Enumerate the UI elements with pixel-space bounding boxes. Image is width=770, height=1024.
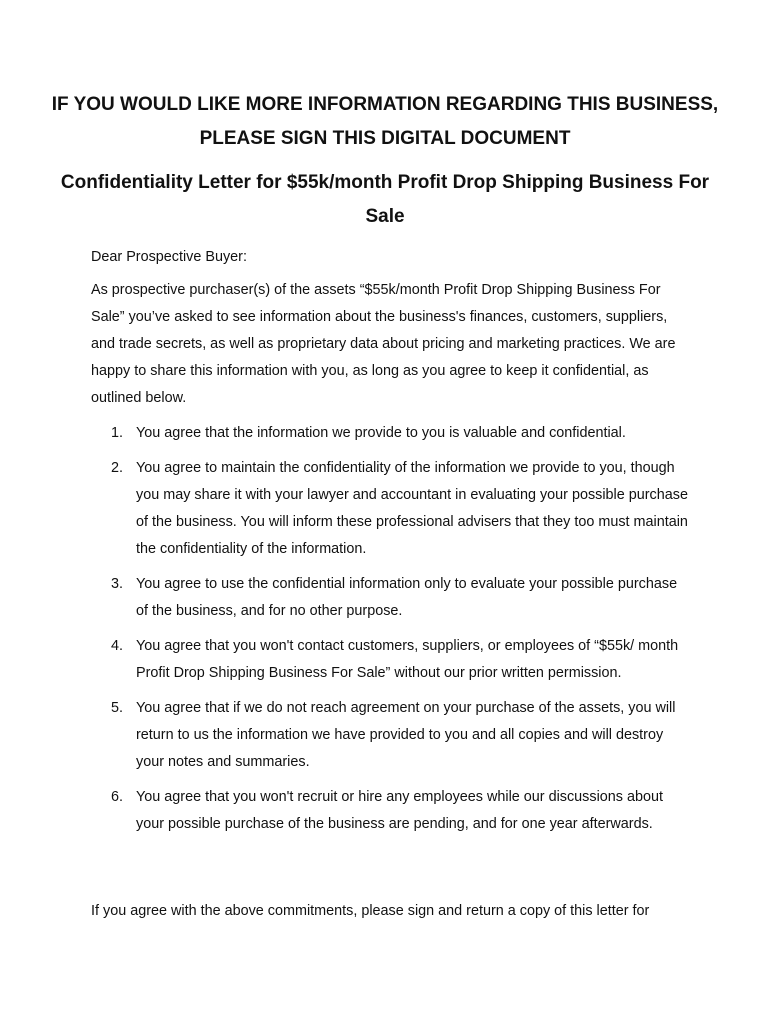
term-number: 2. (111, 460, 124, 476)
intro-paragraph: As prospective purchaser(s) of the assets “$55k/month Profit Drop Shipping Business For Sale” you’ve asked to see information about the business's finances, customers, suppliers, and trade secrets, as well as proprietary data about pricing and marketing practices. We are happy to share this information with you, as long as you agree to keep it confidential, as outlined below. (91, 282, 676, 406)
term-item (91, 455, 691, 563)
term-text: You agree that you won't recruit or hire any employees while our discussions about your possible purchase of the business are pending, and for one year afterwards. (136, 789, 663, 832)
info-request-banner: IF YOU WOULD LIKE MORE INFORMATION REGARDING THIS BUSINESS, PLEASE SIGN THIS DIGITAL DOCUMENT (51, 94, 719, 149)
term-text: You agree that the information we provide to you is valuable and confidential. (136, 425, 626, 441)
term-text: You agree to use the confidential information only to evaluate your possible purchase of the business, and for no other purpose. (136, 576, 678, 619)
term-item (91, 420, 691, 447)
term-number: 1. (111, 425, 124, 441)
salutation: Dear Prospective Buyer: (91, 249, 247, 265)
term-number: 5. (111, 700, 124, 716)
document-title: Confidentiality Letter for $55k/month Profit Drop Shipping Business For Sale (60, 172, 710, 227)
term-text: You agree that you won't contact customers, suppliers, or employees of “$55k/ month Profit Drop Shipping Business For Sale” without our prior written permission. (136, 638, 679, 681)
closing-paragraph: If you agree with the above commitments, please sign and return a copy of this letter for (91, 903, 650, 919)
term-number: 3. (111, 576, 124, 592)
term-item (91, 633, 691, 687)
term-item (91, 571, 691, 625)
term-number: 4. (111, 638, 124, 654)
term-number: 6. (111, 789, 124, 805)
term-item (91, 784, 691, 838)
term-text: You agree to maintain the confidentiality of the information we provide to you, though you may share it with your lawyer and accountant in evaluating your possible purchase of the business. You will inform these professional advisers that they too must maintain the confidentiality of the information. (136, 460, 688, 557)
term-item (91, 695, 691, 776)
term-text: You agree that if we do not reach agreement on your purchase of the assets, you will return to us the information we have provided to you and all copies and will destroy your notes and summaries. (136, 700, 676, 770)
terms-list (91, 420, 691, 846)
